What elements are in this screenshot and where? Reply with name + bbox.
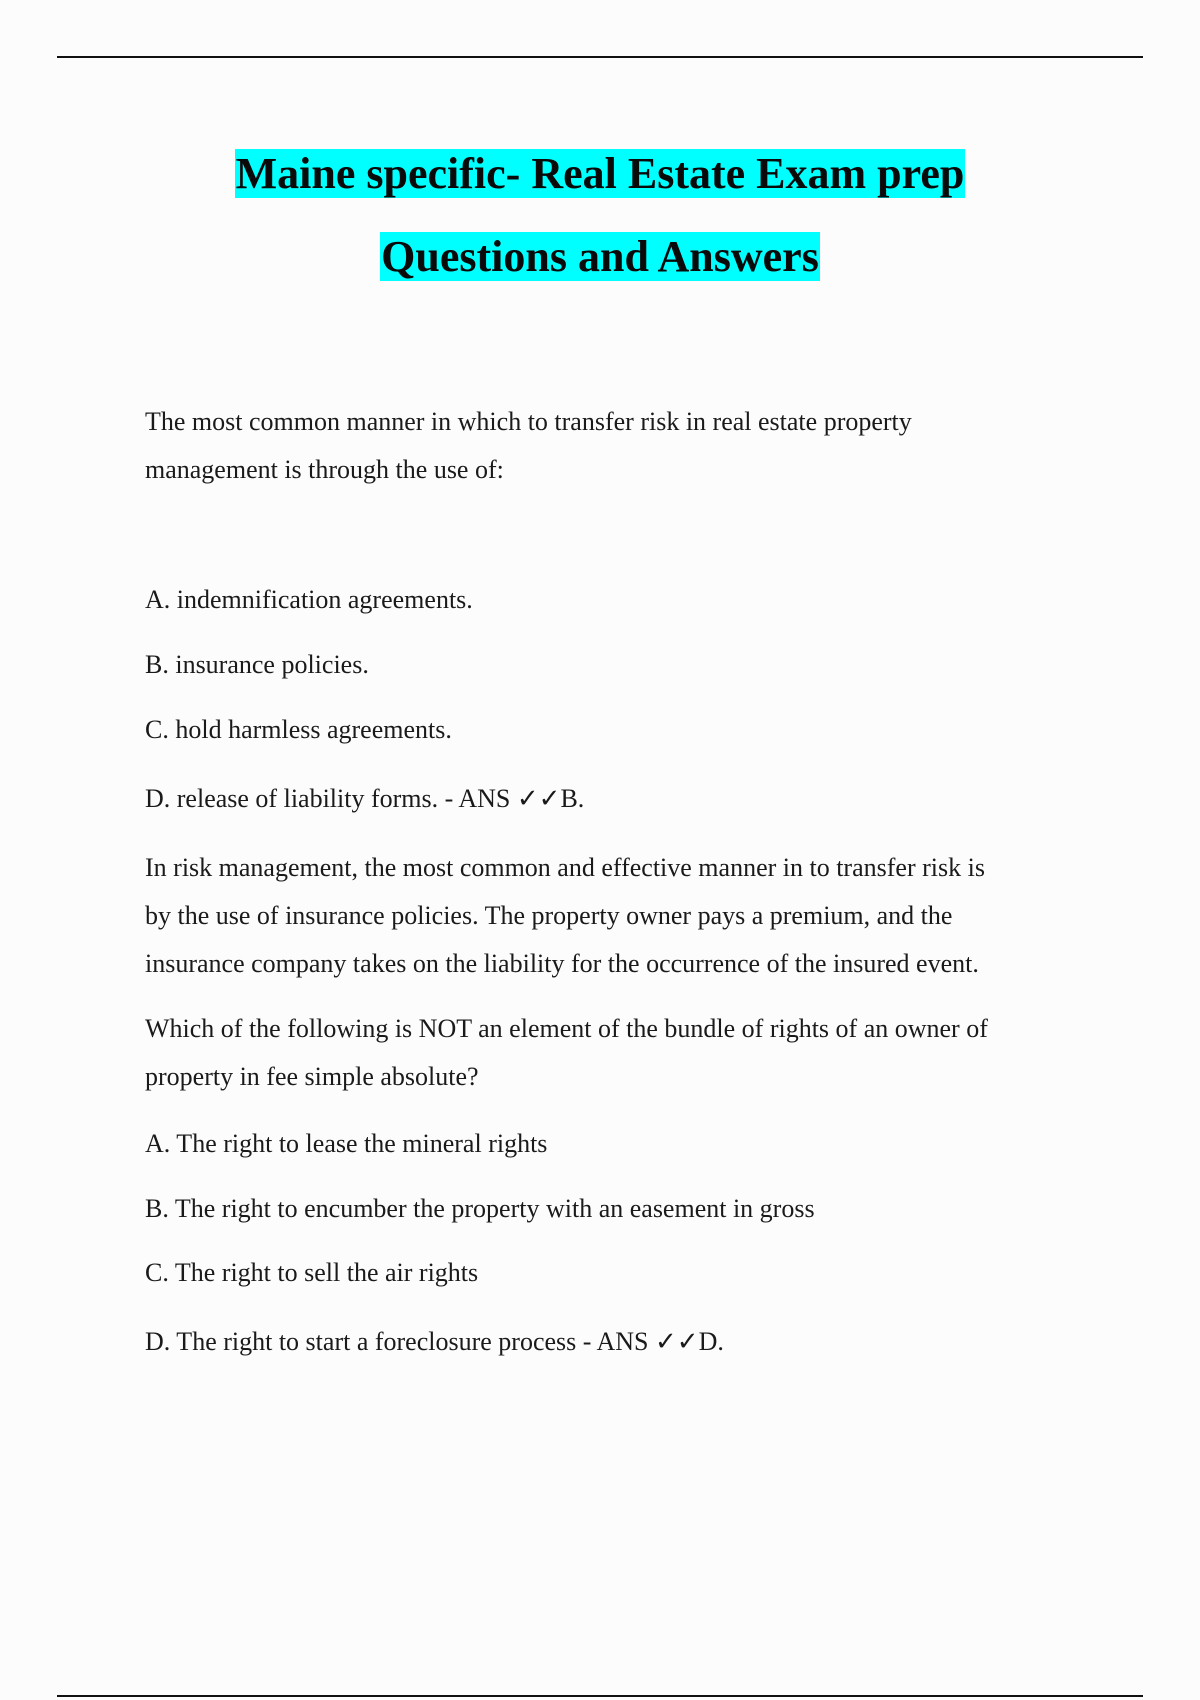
q2-option-b: B. The right to encumber the property with an easement in gross bbox=[145, 1194, 815, 1223]
q1-explanation-line-1: In risk management, the most common and effective manner in to transfer risk is bbox=[145, 853, 985, 882]
q1-option-c: C. hold harmless agreements. bbox=[145, 715, 452, 744]
q1-explanation-line-2: by the use of insurance policies. The property owner pays a premium, and the bbox=[145, 901, 953, 930]
q2-option-a: A. The right to lease the mineral rights bbox=[145, 1129, 548, 1158]
q1-option-b: B. insurance policies. bbox=[145, 650, 369, 679]
q1-question-line-2: management is through the use of: bbox=[145, 455, 504, 484]
q2-question-line-2: property in fee simple absolute? bbox=[145, 1062, 479, 1091]
q2-option-d-answer: D. The right to start a foreclosure process - ANS ✓✓D. bbox=[145, 1327, 724, 1356]
bottom-rule bbox=[57, 1695, 1143, 1697]
q1-question-line-1: The most common manner in which to transfer risk in real estate property bbox=[145, 407, 912, 436]
q2-question-line-1: Which of the following is NOT an element of the bundle of rights of an owner of bbox=[145, 1014, 988, 1043]
top-rule bbox=[57, 56, 1143, 58]
q1-explanation-line-3: insurance company takes on the liability for the occurrence of the insured event. bbox=[145, 949, 979, 978]
q1-option-d-answer: D. release of liability forms. - ANS ✓✓B. bbox=[145, 784, 585, 813]
document-title-line-1: Maine specific- Real Estate Exam prep bbox=[235, 149, 965, 198]
q2-option-c: C. The right to sell the air rights bbox=[145, 1258, 479, 1287]
q1-option-a: A. indemnification agreements. bbox=[145, 585, 473, 614]
document-title-line-2: Questions and Answers bbox=[381, 232, 819, 281]
